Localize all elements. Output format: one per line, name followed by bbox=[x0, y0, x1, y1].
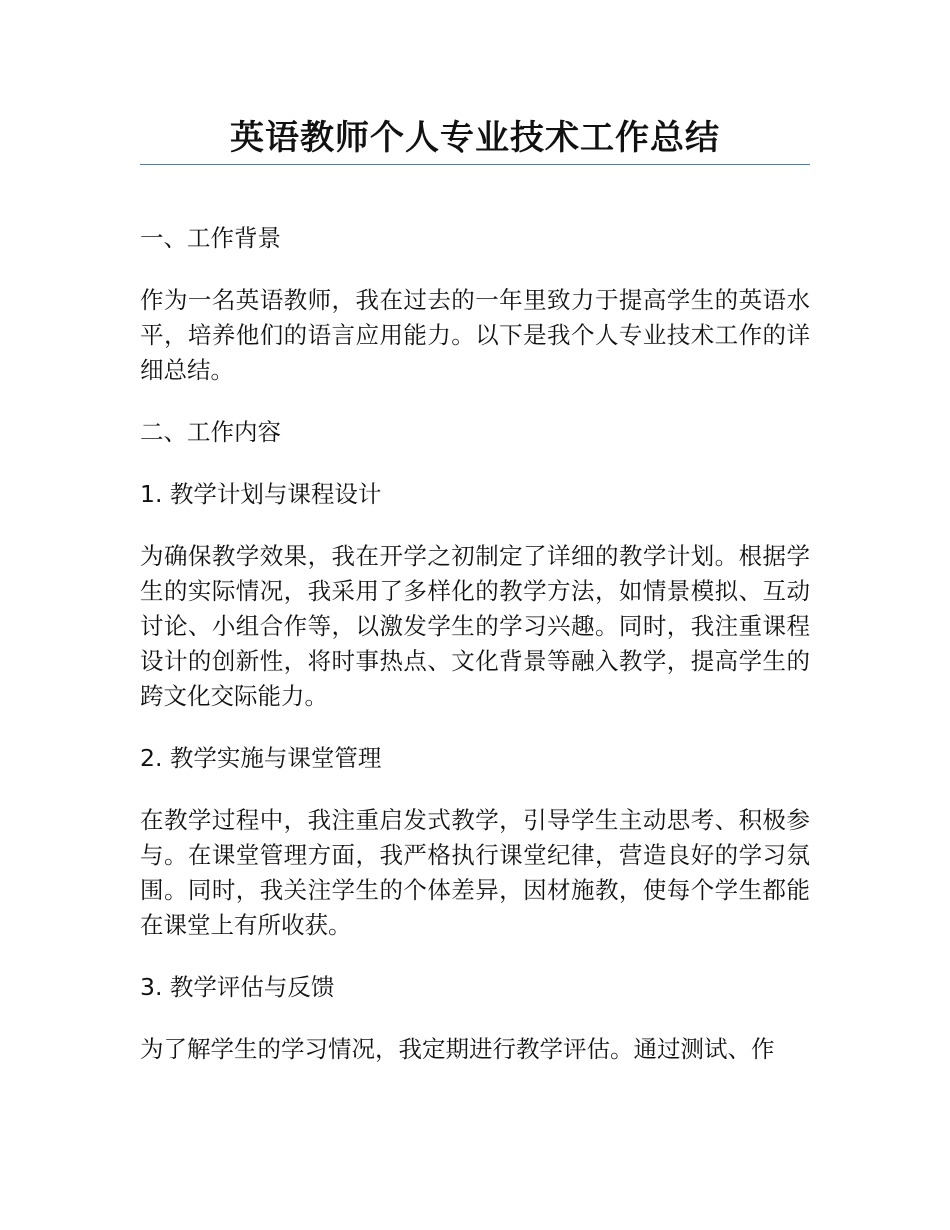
title-underline bbox=[140, 164, 810, 165]
document-page bbox=[140, 0, 810, 1094]
paragraph: 为了解学生的学习情况，我定期进行教学评估。通过测试、作 bbox=[140, 1035, 775, 1063]
subsection-heading: 3. 教学评估与反馈 bbox=[140, 973, 335, 1001]
paragraph: 在教学过程中，我注重启发式教学，引导学生主动思考、积极参与。在课堂管理方面，我严格执行课堂纪律，营造良好的学习氛围。同时，我关注学生的个体差异，因材施教，使每个学生都能在课堂上有所收获。 bbox=[140, 806, 810, 939]
document-title: 英语教师个人专业技术工作总结 bbox=[230, 118, 720, 158]
subsection-heading: 1. 教学计划与课程设计 bbox=[140, 480, 382, 508]
subsection-heading: 2. 教学实施与课堂管理 bbox=[140, 744, 382, 772]
section-heading: 一、工作背景 bbox=[140, 224, 281, 252]
paragraph: 作为一名英语教师，我在过去的一年里致力于提高学生的英语水平，培养他们的语言应用能力。以下是我个人专业技术工作的详细总结。 bbox=[140, 286, 810, 384]
document-body bbox=[140, 221, 810, 1067]
paragraph: 为确保教学效果，我在开学之初制定了详细的教学计划。根据学生的实际情况，我采用了多样化的教学方法，如情景模拟、互动讨论、小组合作等，以激发学生的学习兴趣。同时，我注重课程设计的创新性，将时事热点、文化背景等融入教学，提高学生的跨文化交际能力。 bbox=[140, 542, 810, 710]
section-heading: 二、工作内容 bbox=[140, 418, 281, 446]
